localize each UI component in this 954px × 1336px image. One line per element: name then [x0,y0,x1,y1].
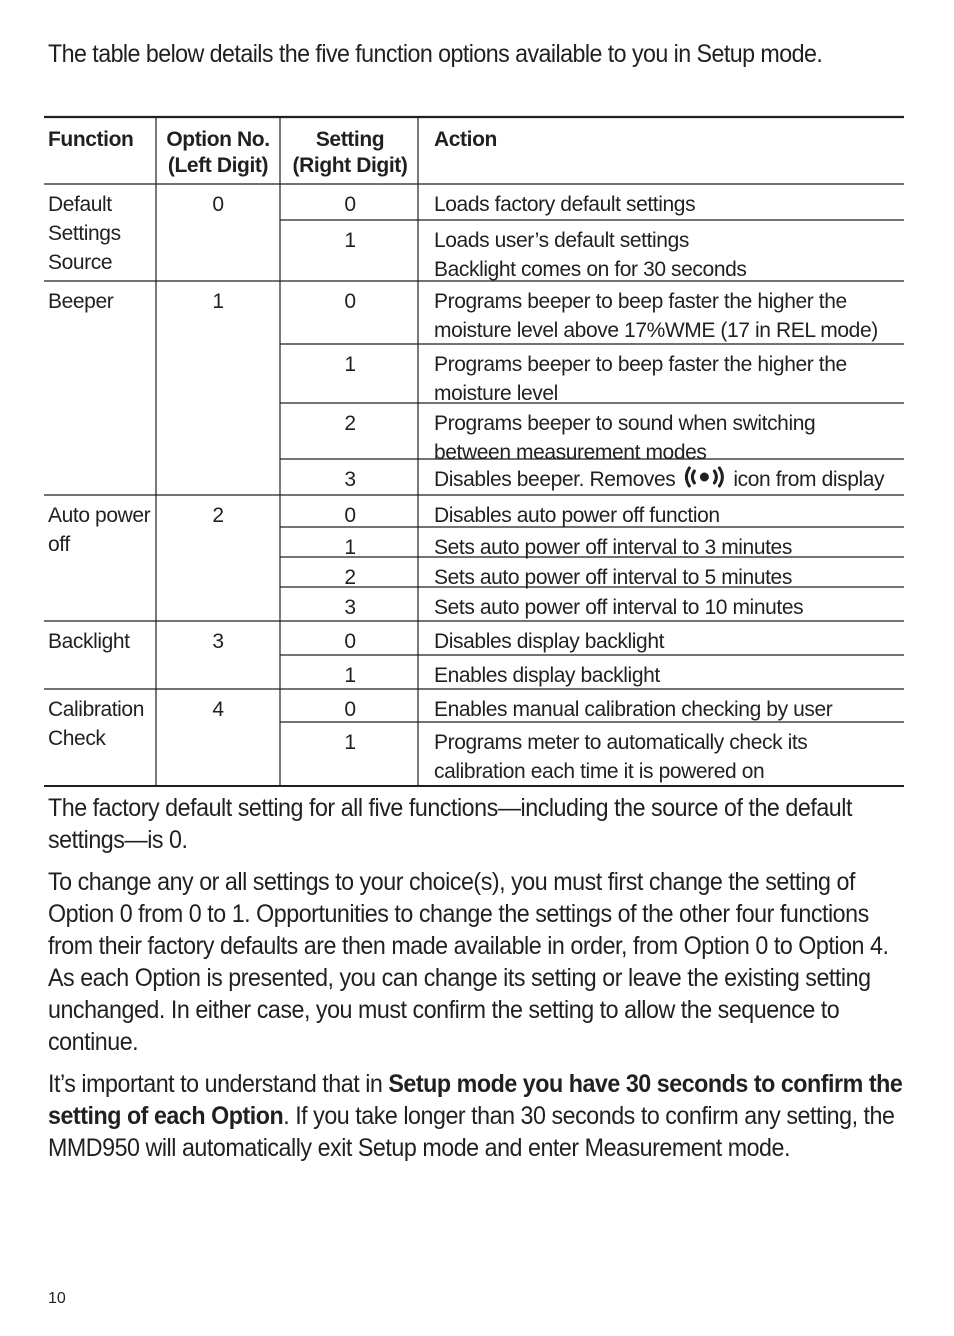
function-name: Source [48,251,113,274]
action-text: Enables manual calibration checking by user [434,698,833,721]
action-text: Programs beeper to sound when switching [434,412,816,435]
beeper-icon [686,468,722,486]
setting-value: 2 [344,412,356,435]
setting-value: 1 [344,229,356,252]
action-text: moisture level above 17%WME (17 in REL mode) [434,319,878,342]
setting-value: 1 [344,353,356,376]
option-number: 3 [212,630,224,653]
setting-value: 3 [344,596,356,619]
action-text: Loads user’s default settings [434,229,689,252]
action-text: Loads factory default settings [434,193,696,216]
setting-value: 0 [344,193,356,216]
function-name: Calibration [48,698,144,721]
action-text: Backlight comes on for 30 seconds [434,258,747,281]
action-text: Disables auto power off function [434,504,720,527]
header-setting: Setting [315,128,385,151]
option-number: 1 [212,290,224,313]
action-text: Sets auto power off interval to 10 minutes [434,596,804,619]
setting-value: 1 [344,536,356,559]
function-name: Default [48,193,112,216]
setting-value: 0 [344,630,356,653]
setting-value: 0 [344,504,356,527]
action-text: moisture level [434,382,558,405]
option-number: 2 [212,504,224,527]
page-number: 10 [48,1290,66,1307]
action-text: Programs beeper to beep faster the higher the [434,353,847,376]
function-name: Auto power [48,504,151,527]
function-name: Backlight [48,630,130,653]
action-text: Programs meter to automatically check its [434,731,808,754]
header-option-sub: (Left Digit) [167,154,269,177]
intro-text: The table below details the five function options available to you in Setup mode. [48,40,823,68]
setting-value: 2 [344,566,356,589]
setting-value: 0 [344,698,356,721]
setting-value: 1 [344,664,356,687]
setting-value: 0 [344,290,356,313]
action-text: Sets auto power off interval to 3 minutes [434,536,792,559]
function-name: Settings [48,222,121,245]
action-text: Disables beeper. Removes [434,468,676,491]
change-settings-paragraph: To change any or all settings to your choice(s), you must first change the setting of Option 0 from 0 to 1. Opportunities to change the settings of the other four functions from their factory defaults are then made available in order, from Option 0 to Option 4. As each Option is presented, you can change its setting or leave the existing setting unchanged. In either case, you must confirm the setting to allow the sequence to continue. [48,868,889,1056]
option-number: 0 [212,193,224,216]
setting-value: 1 [344,731,356,754]
action-text: calibration each time it is powered on [434,760,765,783]
header-setting-sub: (Right Digit) [292,154,408,177]
timeout-text-post: . If you take longer than 30 seconds to confirm any setting, the MMD950 will automatically exit Setup mode and enter Measurement mode. [48,1102,895,1162]
timeout-paragraph [48,1068,904,1164]
action-text: Disables display backlight [434,630,665,653]
factory-default-paragraph: The factory default setting for all five functions—including the source of the default settings—is 0. [48,794,852,854]
header-option: Option No. [166,128,270,151]
action-text: between measurement modes [434,441,707,464]
action-text: Programs beeper to beep faster the higher the [434,290,847,313]
header-action: Action [434,128,497,151]
function-name: off [48,533,70,556]
function-name: Check [48,727,106,750]
setting-value: 3 [344,468,356,491]
action-text: Sets auto power off interval to 5 minutes [434,566,792,589]
option-number: 4 [212,698,224,721]
timeout-text-bold: Setup mode you have 30 seconds to confirm the setting of each Option [48,1070,903,1130]
action-text-suffix: icon from display [733,468,885,491]
header-function: Function [48,128,134,151]
timeout-text-pre: It’s important to understand that in [48,1070,389,1098]
action-text: Enables display backlight [434,664,660,687]
function-name: Beeper [48,290,114,313]
